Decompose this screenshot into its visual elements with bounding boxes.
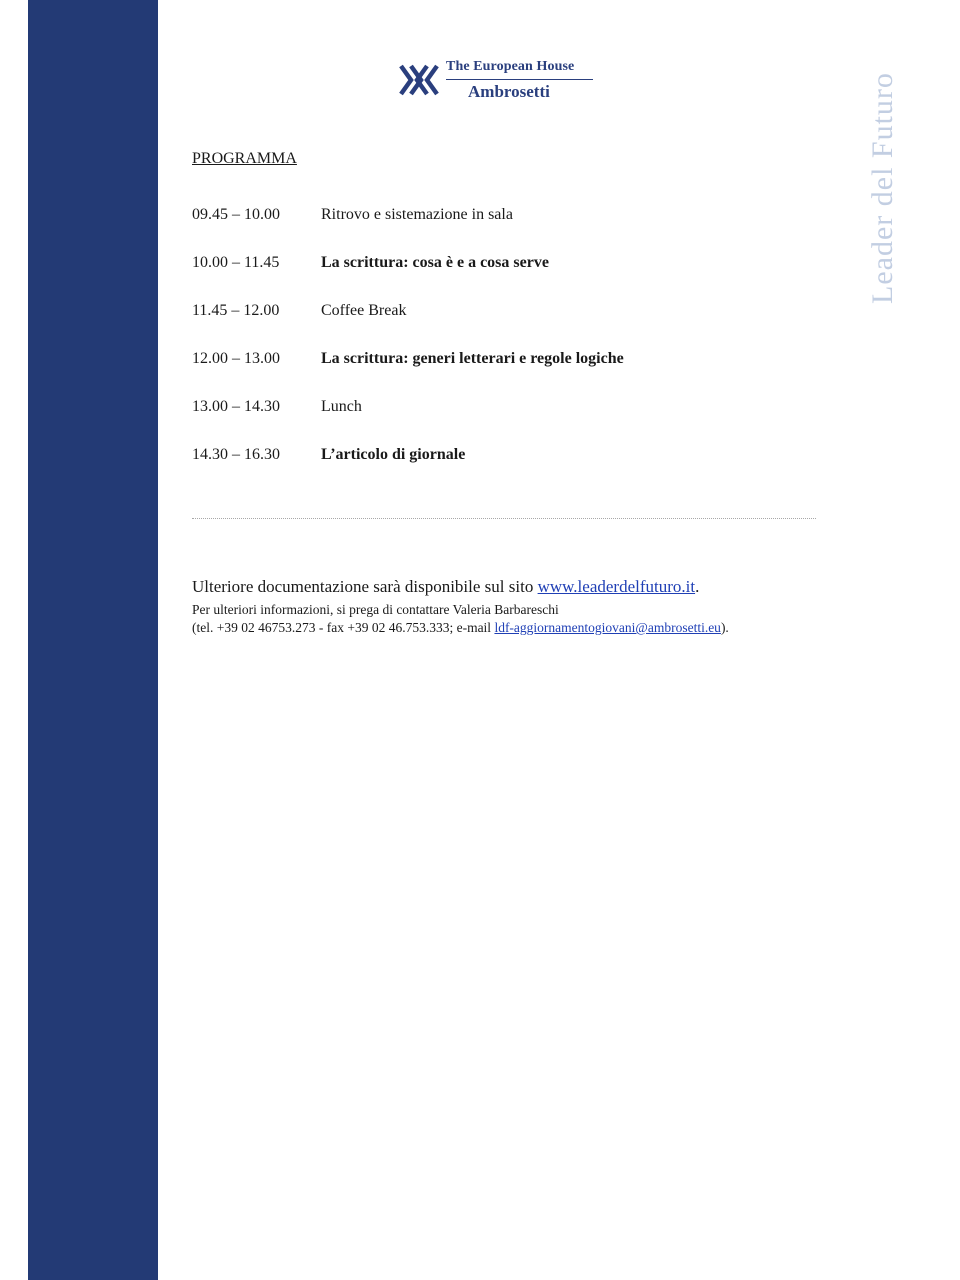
contact-info xyxy=(192,601,729,637)
schedule-activity: La scrittura: generi letterari e regole logiche xyxy=(321,350,624,367)
contact-line: Per ulteriori informazioni, si prega di contattare Valeria Barbareschi xyxy=(192,602,559,617)
schedule-time: 10.00 – 11.45 xyxy=(192,254,280,271)
schedule-activity: Lunch xyxy=(321,398,362,415)
logo-brand-name: Ambrosetti xyxy=(468,82,550,101)
website-link[interactable]: www.leaderdelfuturo.it xyxy=(537,577,696,596)
logo-divider xyxy=(446,79,593,80)
schedule-time: 12.00 – 13.00 xyxy=(192,350,280,367)
schedule-time: 11.45 – 12.00 xyxy=(192,302,280,319)
phone-end: ). xyxy=(720,620,729,635)
documentation-end: . xyxy=(695,577,700,596)
logo-mark-icon xyxy=(398,62,440,98)
schedule-time: 09.45 – 10.00 xyxy=(192,206,280,223)
schedule-activity: Ritrovo e sistemazione in sala xyxy=(321,206,513,223)
dotted-separator xyxy=(192,518,816,519)
schedule-time: 14.30 – 16.30 xyxy=(192,446,280,463)
email-link[interactable]: ldf-aggiornamentogiovani@ambrosetti.eu xyxy=(494,620,721,635)
side-title-leader-del-futuro: Leader del Futuro xyxy=(866,72,899,304)
schedule-activity: Coffee Break xyxy=(321,302,407,319)
ambrosetti-logo xyxy=(398,58,598,104)
phone-text: (tel. +39 02 46753.273 - fax +39 02 46.753.333; e-mail xyxy=(192,620,495,635)
logo-company-line: The European House xyxy=(446,59,575,74)
schedule-activity: La scrittura: cosa è e a cosa serve xyxy=(321,254,549,271)
schedule-time: 13.00 – 14.30 xyxy=(192,398,280,415)
left-sidebar-band xyxy=(28,0,158,1280)
schedule-activity: L’articolo di giornale xyxy=(321,446,466,463)
program-heading: PROGRAMMA xyxy=(192,150,297,167)
phone-line xyxy=(192,619,729,637)
documentation-note xyxy=(192,577,699,597)
documentation-text: Ulteriore documentazione sarà disponibile sul sito xyxy=(192,577,538,596)
